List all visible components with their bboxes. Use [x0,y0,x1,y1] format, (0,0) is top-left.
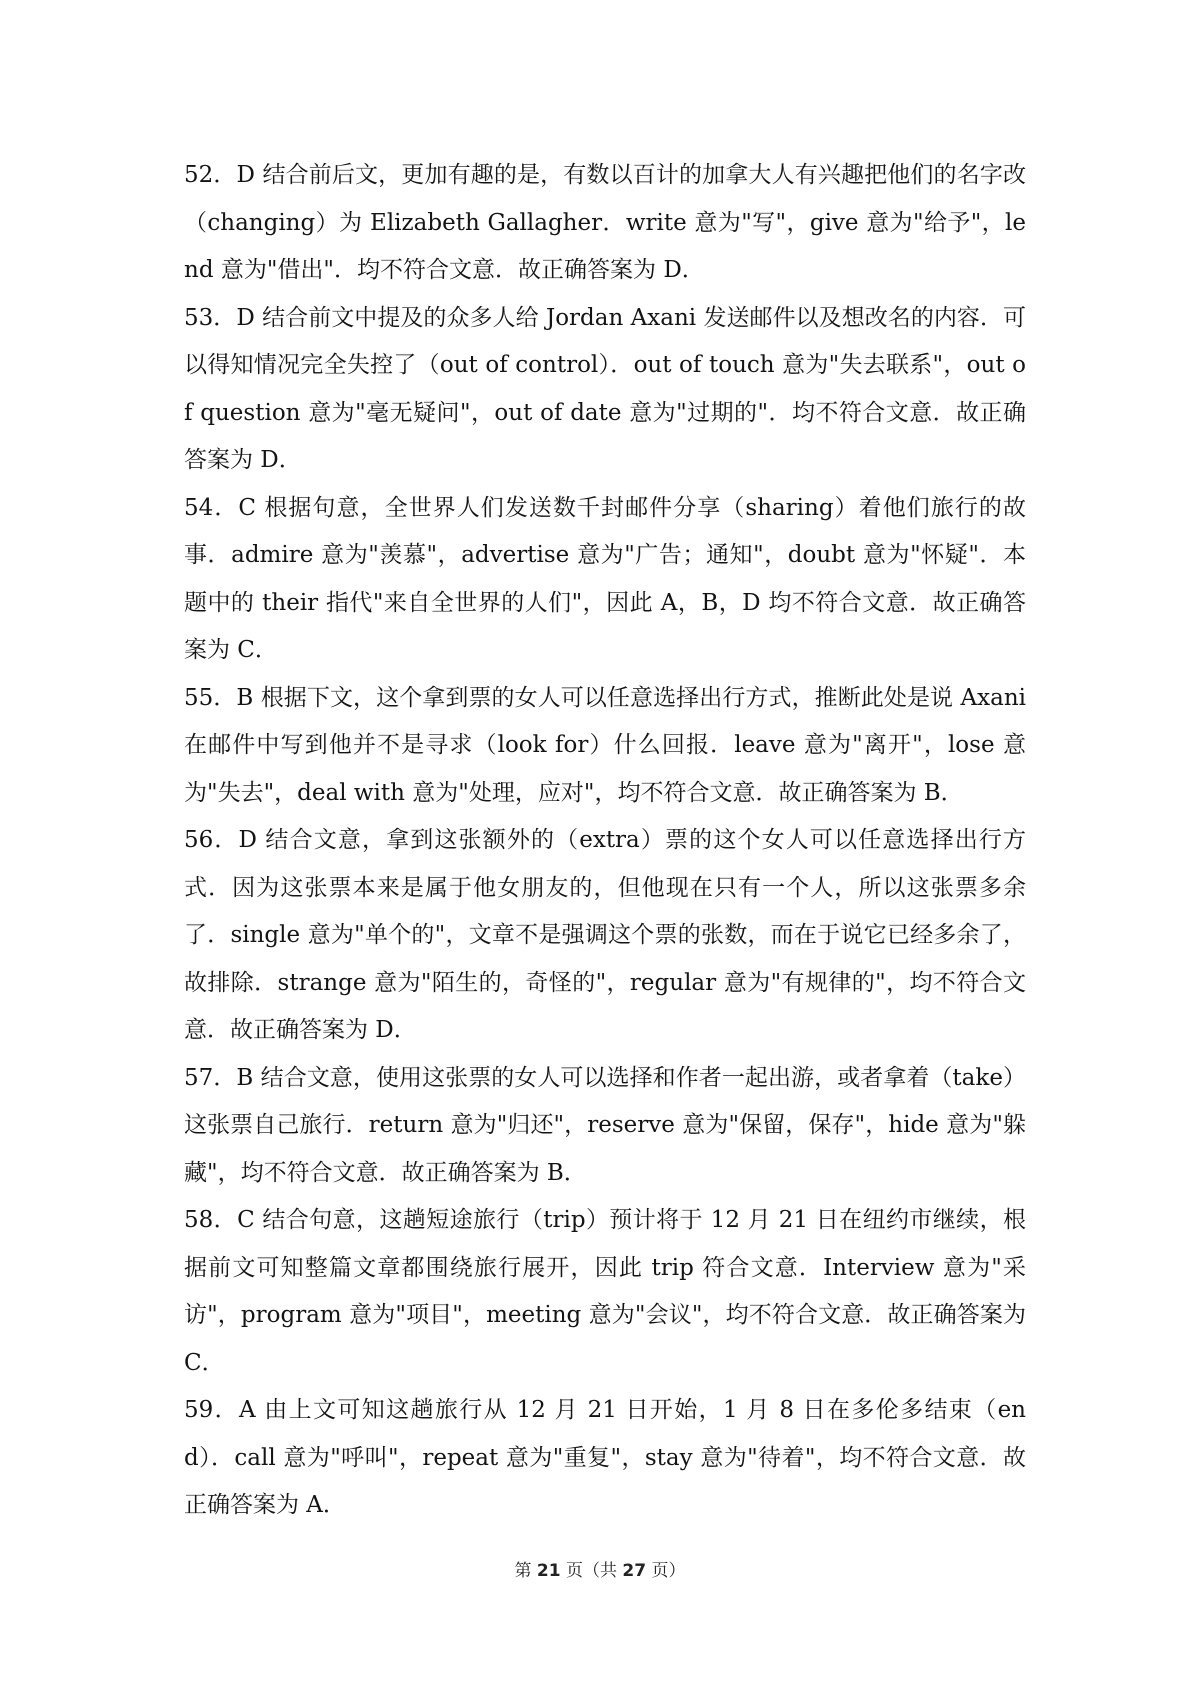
answer-explanations [184,152,1026,1530]
explanation-56: 56．D 结合文意，拿到这张额外的（extra）票的这个女人可以任意选择出行方式．因为这张票本来是属于他女朋友的，但他现在只有一个人，所以这张票多余了．single 意为"单个的"，文章不是强调这个票的张数，而在于说它已经多余了，故排除．strange 意为"陌生的，奇怪的"，regular 意为"有规律的"，均不符合文意．故正确答案为 D． [184,827,1026,1043]
explanation-58: 58．C 结合句意，这趟短途旅行（trip）预计将于 12 月 21 日在纽约市继续，根据前文可知整篇文章都围绕旅行展开，因此 trip 符合文意．Interview 意为"采访"，program 意为"项目"，meeting 意为"会议"，均不符合文意．故正确答案为 C． [184,1207,1026,1376]
explanation-53: 53．D 结合前文中提及的众多人给 Jordan Axani 发送邮件以及想改名的内容．可以得知情况完全失控了（out of control）．out of touch 意为"失去联系"，out of question 意为"毫无疑问"，out of date 意为"过期的"．均不符合文意．故正确答案为 D． [184,304,1026,473]
explanation-52: 52．D 结合前后文，更加有趣的是，有数以百计的加拿大人有兴趣把他们的名字改（changing）为 Elizabeth Gallagher．write 意为"写"，give 意为"给予"，lend 意为"借出"．均不符合文意．故正确答案为 D． [184,162,1026,283]
footer-middle: 页（共 [566,1561,617,1581]
page-footer [0,1556,1200,1581]
explanation-59: 59．A 由上文可知这趟旅行从 12 月 21 日开始，1 月 8 日在多伦多结束（end）．call 意为"呼叫"，repeat 意为"重复"，stay 意为"待着"，均不符合文意．故正确答案为 A． [184,1397,1026,1518]
current-page-number: 21 [536,1561,561,1581]
footer-prefix: 第 [514,1561,532,1581]
explanation-54: 54．C 根据句意，全世界人们发送数千封邮件分享（sharing）着他们旅行的故事．admire 意为"羡慕"，advertise 意为"广告；通知"，doubt 意为"怀疑"．本题中的 their 指代"来自全世界的人们"，因此 A，B，D 均不符合文意．故正确答案为 C． [184,494,1026,663]
footer-suffix: 页） [651,1561,686,1581]
explanation-55: 55．B 根据下文，这个拿到票的女人可以任意选择出行方式，推断此处是说 Axani 在邮件中写到他并不是寻求（look for）什么回报．leave 意为"离开"，lose 意为"失去"，deal with 意为"处理，应对"，均不符合文意．故正确答案为 B． [184,684,1026,806]
explanation-57: 57．B 结合文意，使用这张票的女人可以选择和作者一起出游，或者拿着（take）这张票自己旅行．return 意为"归还"，reserve 意为"保留，保存"，hide 意为"躲藏"，均不符合文意．故正确答案为 B． [184,1064,1026,1186]
total-page-number: 27 [622,1561,647,1581]
